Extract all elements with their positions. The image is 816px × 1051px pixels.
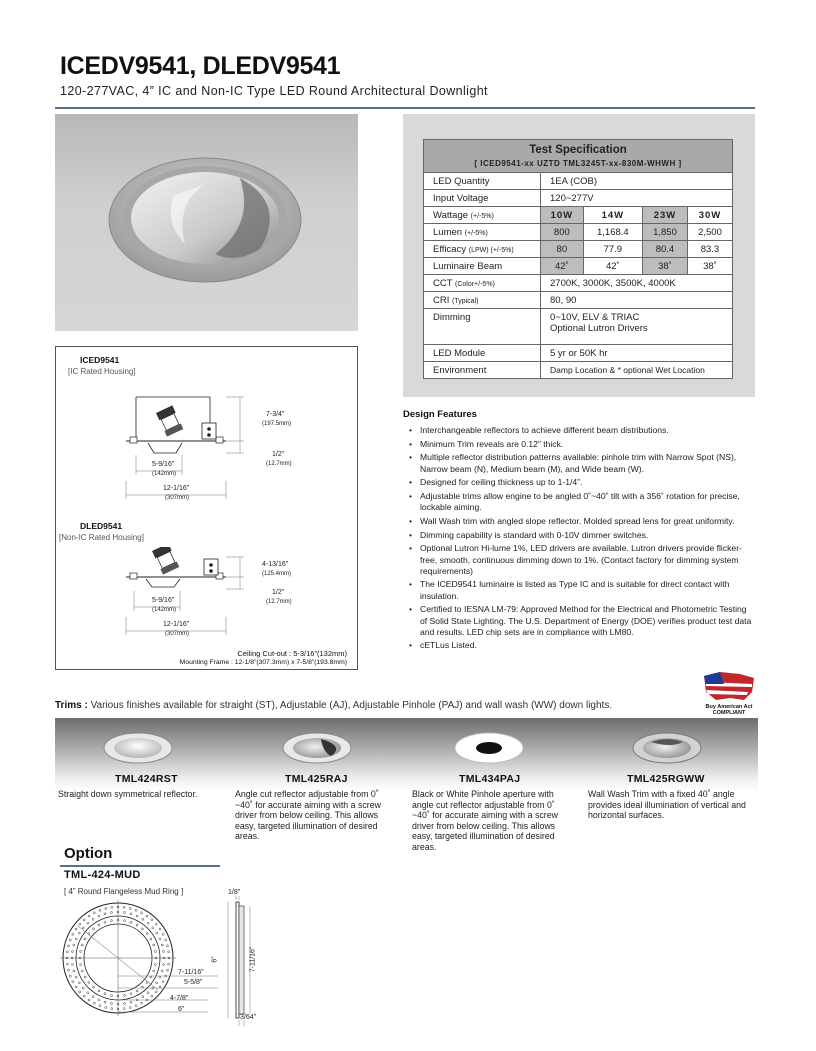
perforation-dot [153,970,155,972]
iced-housing-drawing [116,391,296,511]
perforation-dot [88,915,90,917]
perforation-dot [83,919,85,921]
perforation-dot [69,975,71,977]
perforation-dot [147,992,149,994]
perforation-dot [71,964,73,966]
perforation-dot [84,976,86,978]
perforation-dot [87,922,89,924]
beam-cell: 38˚ [643,258,688,275]
perforation-dot [104,993,106,995]
us-map-flag-icon [700,668,758,704]
trim-st-icon [104,733,172,763]
perforation-dot [130,921,132,923]
feature-item: • Designed for ceiling thickness up to 1-1/4”. [408,477,753,488]
spec-label [424,292,541,309]
perforation-dot [75,938,77,940]
page-title: ICEDV9541, DLEDV9541 [60,52,341,80]
feature-item: • Multiple reflector distribution patterns available: pinhole trim with Narrow Spot (NS), Narrow beam (N), Medium beam (M), and Wide beam (W). [408,452,753,474]
perforation-dot [155,991,157,993]
perforation-dot [162,981,164,983]
perforation-dot [71,950,73,952]
trims-label: Trims : [55,700,88,711]
header-divider [55,107,755,109]
spec-row-led-quantity [424,173,733,190]
option-title: Option [64,845,113,862]
dled-cut-mm: (142mm) [152,607,177,613]
iced-reveal-dim: 1/2” [272,451,285,458]
spec-row-efficacy [424,241,733,258]
perforation-dot [99,1005,101,1007]
perforation-dot [82,927,84,929]
perforation-dot [105,907,107,909]
badge-text [700,704,758,716]
trim-name-st: TML424RST [115,773,178,785]
trim-desc-ww: Wall Wash Trim with a fixed 40˚ angle provides ideal illumination of vertical and horizontal surfaces. [588,789,746,821]
spec-label: Luminaire Beam [424,258,541,275]
perforation-dot [167,969,169,971]
mud-ring-side-drawing [222,892,272,1027]
option-description: [ 4” Round Flangeless Mud Ring ] [64,887,184,896]
dled-reveal-dim: 1/2” [272,589,285,596]
perforation-dot [82,987,84,989]
spec-value: 120~277V [541,190,733,207]
spec-value: 5 yr or 50K hr [541,345,733,362]
mud-dim-g: 7-11/16” [249,946,257,973]
lumen-cell: 800 [541,224,584,241]
perforation-dot [69,939,71,941]
beam-cell: 42˚ [541,258,584,275]
feature-item: • Adjustable trims allow engine to be angled 0˚~40˚ tilt with a 356˚ rotation for precise, lockable aiming. [408,491,753,513]
feature-item: • cETLus Listed. [408,640,753,651]
option-model: TML-424-MUD [64,869,141,881]
lumen-cell: 1,850 [643,224,688,241]
perforation-dot [98,990,100,992]
lumen-cell: 2,500 [687,224,732,241]
dled-length-dim: 12-1/16” [163,621,190,628]
perforation-dot [163,950,165,952]
perforation-dot [163,964,165,966]
mud-dim-d: 6” [178,1006,185,1013]
mud-dim-h: 3/64” [240,1014,256,1021]
spec-table [423,139,733,379]
perforation-dot [136,990,138,992]
spec-label: Dimming [424,309,541,345]
iced-height-mm: (197.5mm) [262,421,292,427]
perforation-dot [110,911,112,913]
iced-title: ICED9541 [80,355,120,365]
spec-qualifier: (+/-5%) [470,212,494,220]
feature-item: • Optional Lutron Hi-lume 1%, LED drivers are available. Lutron drivers provide flicker-free, smooth, continuous dimming down to 1%. (Contact factory for dimming system requirements) [408,543,753,577]
mud-ring-drawing [58,896,218,1036]
perforation-dot [156,982,158,984]
perforation-dot [104,921,106,923]
perforation-dot [75,928,77,930]
dled-length-mm: (307mm) [165,631,190,637]
perforation-dot [141,928,143,930]
perforation-dot [81,970,83,972]
perforation-dot [150,938,152,940]
spec-row-environment [424,362,733,379]
spec-value: 1EA (COB) [541,173,733,190]
efficacy-cell: 80.4 [643,241,688,258]
perforation-dot [78,932,80,934]
badge-line-1: Buy American Act [705,704,753,710]
iced-cut-dim: 5-9/16” [152,461,175,468]
feature-item: • Interchangeable reflectors to achieve different beam distributions. [408,425,753,436]
perforation-dot [110,1003,112,1005]
features-heading: Design Features [403,409,477,420]
perforation-dot [81,944,83,946]
spec-label-text: Wattage [433,209,469,221]
perforation-dot [111,906,113,908]
perforation-dot [155,923,157,925]
perforation-dot [67,945,69,947]
perforation-dot [129,1007,131,1009]
perforation-dot [67,969,69,971]
spec-row-lumen [424,224,733,241]
spec-row-beam [424,258,733,275]
perforation-dot [130,993,132,995]
trim-desc-aj: Angle cut reflector adjustable from 0˚ ~40˚ for accurate aiming with a screw driver from below ceiling. This allows easy, targeted illumination of desired areas. [235,789,381,842]
mud-dim-b: 5-5/8” [184,979,203,986]
perforation-dot [154,950,156,952]
spec-label [424,207,541,224]
perforation-dot [142,996,144,998]
features-list [408,425,753,654]
perforation-dot [104,1001,106,1003]
mud-dim-f: 6” [211,956,219,963]
spec-label: Input Voltage [424,190,541,207]
perforation-dot [98,924,100,926]
perforation-dot [124,911,126,913]
spec-label [424,224,541,241]
dled-height-mm: (125.4mm) [262,571,292,577]
perforation-dot [153,944,155,946]
spec-label-text: CRI [433,294,450,306]
perforation-dot [111,1008,113,1010]
perforation-dot [92,996,94,998]
perforation-dot [66,951,68,953]
perforation-dot [88,999,90,1001]
perforation-dot [130,1001,132,1003]
spec-header-cell [424,140,733,173]
spec-qualifier: (Typical) [452,297,479,305]
perforation-dot [124,1003,126,1005]
mounting-frame-note: Mounting Frame : 12-1/8”(307.3mm) x 7-5/8”(193.8mm) [179,659,347,666]
perforation-dot [84,938,86,940]
trim-name-paj: TML434PAJ [459,773,521,785]
perforation-dot [98,999,100,1001]
iced-height-dim: 7-3/4” [266,411,285,418]
trim-ww-icon [633,733,701,763]
wattage-cell: 30W [687,207,732,224]
perforation-dot [93,912,95,914]
mud-dim-e: 1/8” [228,889,241,896]
feature-item: • Dimming capability is standard with 0-10V dimmer switches. [408,530,753,541]
perforation-dot [124,994,126,996]
perforation-dot [78,982,80,984]
product-photo [55,114,358,331]
trim-paj-icon [455,733,523,763]
option-divider [60,865,220,867]
wattage-cell: 10W [541,207,584,224]
spec-qualifier: (Color+/-5%) [455,280,495,288]
perforation-dot [75,986,77,988]
spec-qualifier: (+/-5%) [464,229,488,237]
perforation-dot [79,923,81,925]
perforation-dot [66,963,68,965]
perforation-dot [136,924,138,926]
perforation-dot [167,945,169,947]
beam-cell: 38˚ [687,258,732,275]
feature-item: • Minimum Trim reveals are 0.12” thick. [408,439,753,450]
perforation-dot [161,970,163,972]
mud-dim-c: 4-7/8” [170,995,189,1002]
perforation-dot [75,976,77,978]
lumen-cell: 1,168.4 [583,224,642,241]
spec-label [424,275,541,292]
spec-header-row [424,140,733,173]
perforation-dot [87,992,89,994]
perforation-dot [146,915,148,917]
spec-value: Damp Location & * optional Wet Location [541,362,733,379]
downlight-illustration [55,114,358,331]
perforation-dot [150,976,152,978]
dled-reveal-mm: (12.7mm) [266,599,292,605]
perforation-dot [73,970,75,972]
ceiling-cutout-note: Ceiling Cut-out : 5-3/16”(132mm) [237,649,347,658]
perforation-dot [156,932,158,934]
perforation-dot [80,950,82,952]
buy-american-badge [700,668,758,714]
perforation-dot [88,981,90,983]
spec-label: Environment [424,362,541,379]
perforation-dot [159,928,161,930]
perforation-dot [159,976,161,978]
perforation-dot [104,913,106,915]
feature-item: • Certified to IESNA LM-79: Approved Method for the Electrical and Photometric Testing of Solid State Lighting. The U.S. Department of Energy (DOE) verifies product test data and results. LED chip sets are in compliance with LM80. [408,604,753,638]
iced-subtitle: [IC Rated Housing] [68,367,136,376]
perforation-dot [98,915,100,917]
perforation-dot [79,991,81,993]
perforation-dot [135,1005,137,1007]
spec-value [541,309,733,345]
perforation-dot [159,986,161,988]
efficacy-cell: 83.3 [687,241,732,258]
perforation-dot [141,912,143,914]
iced-length-dim: 12-1/16” [163,485,190,492]
perforation-dot [123,906,125,908]
perforation-dot [162,933,164,935]
trim-desc-paj: Black or White Pinhole aperture with angle cut reflector adjustable from 0˚ ~40˚ for accurate aiming with a screw driver from below ceiling. This allows easy, targeted illumination of desired areas. [412,789,558,852]
perforation-dot [135,909,137,911]
page-subtitle: 120-277VAC, 4” IC and Non-IC Type LED Round Architectural Downlight [60,84,488,98]
spec-label-text: CCT [433,277,453,289]
perforation-dot [168,951,170,953]
iced-length-mm: (307mm) [165,495,190,501]
perforation-dot [83,995,85,997]
spec-value: 2700K, 3000K, 3500K, 4000K [541,275,733,292]
perforation-dot [152,927,154,929]
perforation-dot [165,939,167,941]
dled-subtitle: [Non-IC Rated Housing] [59,533,144,542]
perforation-dot [80,964,82,966]
spec-label-text: Efficacy [433,243,467,255]
perforation-dot [73,944,75,946]
perforation-dot [129,907,131,909]
perforation-dot [123,1008,125,1010]
trims-text: Various finishes available for straight (ST), Adjustable (AJ), Adjustable Pinhole (PAJ) and wall wash (WW) down lights. [90,700,613,711]
badge-line-2: COMPLIANT [712,710,746,716]
perforation-dot [146,933,148,935]
spec-row-cri [424,292,733,309]
spec-row-wattage [424,207,733,224]
perforation-dot [141,1002,143,1004]
iced-cut-mm: (142mm) [152,471,177,477]
spec-value: 80, 90 [541,292,733,309]
beam-cell: 42˚ [583,258,642,275]
perforation-dot [105,1007,107,1009]
dimension-drawings [55,346,358,670]
dled-cut-dim: 5-9/16” [152,597,175,604]
perforation-dot [130,913,132,915]
perforation-dot [151,995,153,997]
perforation-dot [136,915,138,917]
perforation-dot [92,918,94,920]
spec-label [424,241,541,258]
perforation-dot [93,928,95,930]
perforation-dot [93,1002,95,1004]
perforation-dot [151,919,153,921]
dled-height-dim: 4-13/16” [262,561,289,568]
perforation-dot [159,938,161,940]
spec-row-cct [424,275,733,292]
spec-label: LED Module [424,345,541,362]
iced-reveal-mm: (12.7mm) [266,461,292,467]
trim-name-ww: TML425RGWW [627,773,705,785]
dled-title: DLED9541 [80,521,123,531]
perforation-dot [154,964,156,966]
spec-row-led-module [424,345,733,362]
spec-label: LED Quantity [424,173,541,190]
spec-title: Test Specification [529,144,627,156]
mud-dim-a: 7-11/16” [178,969,204,976]
feature-item: • Wall Wash trim with angled slope reflector. Molded spread lens for great uniformity. [408,516,753,527]
perforation-dot [72,981,74,983]
perforation-dot [110,920,112,922]
perforation-dot [168,963,170,965]
trim-desc-st: Straight down symmetrical reflector. [58,789,198,799]
perforation-dot [124,920,126,922]
perforation-dot [93,986,95,988]
feature-item: • The ICED9541 luminaire is listed as Type IC and is suitable for direct contact with insulation. [408,579,753,601]
perforation-dot [147,922,149,924]
spec-subtitle: [ ICED9541-xx UZTD TML3245T-xx-830M-WHWH ] [474,159,682,168]
perforation-dot [72,933,74,935]
dimming-line: 0~10V, ELV & TRIAC [550,312,640,323]
perforation-dot [110,994,112,996]
trim-name-aj: TML425RAJ [285,773,348,785]
spec-label-text: Lumen [433,226,463,238]
spec-qualifier: (LPW) (+/-5%) [468,246,514,254]
wattage-cell: 14W [583,207,642,224]
perforation-dot [161,944,163,946]
trims-intro [55,700,612,711]
efficacy-cell: 77.9 [583,241,642,258]
trim-aj-icon [283,733,351,763]
spec-row-input-voltage [424,190,733,207]
efficacy-cell: 80 [541,241,584,258]
wattage-cell: 23W [643,207,688,224]
dimming-line: Optional Lutron Drivers [550,323,648,334]
perforation-dot [142,918,144,920]
spec-row-dimming [424,309,733,345]
perforation-dot [99,909,101,911]
